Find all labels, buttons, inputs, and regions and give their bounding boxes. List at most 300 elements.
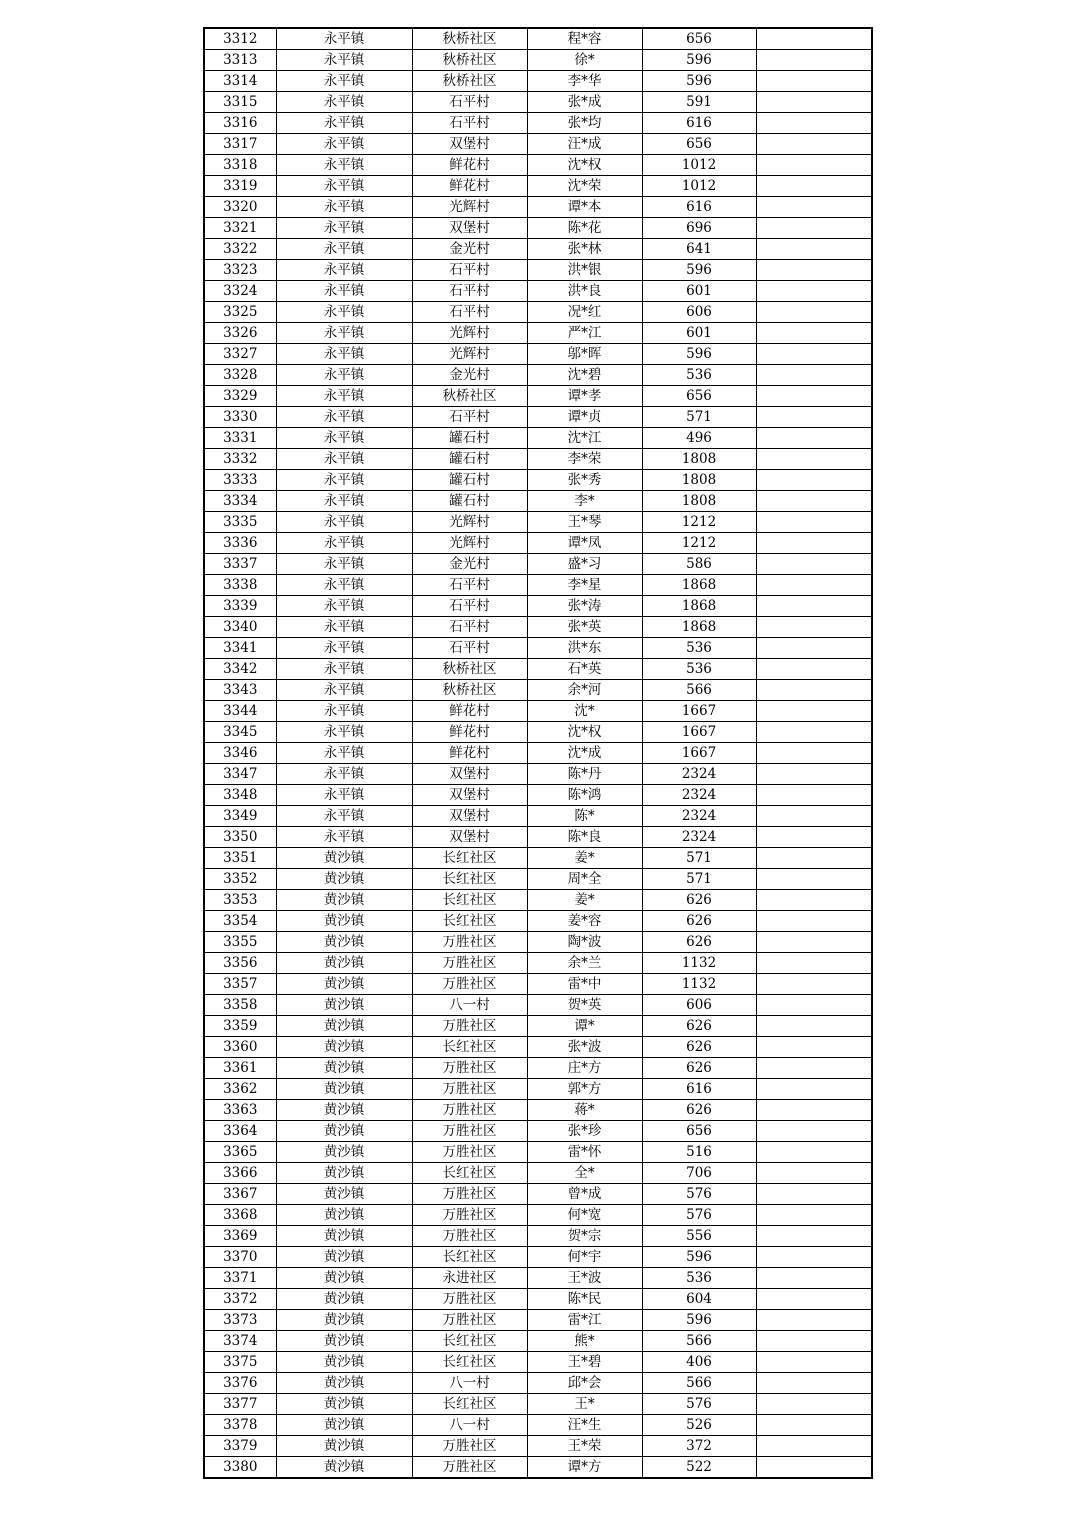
row-number-cell: 3327 [204,344,276,365]
table-row [204,974,872,995]
remarks-cell [756,1079,872,1100]
table-row [204,1163,872,1184]
village-cell: 秋桥社区 [412,28,527,50]
table-row [204,1016,872,1037]
row-number-cell: 3379 [204,1436,276,1457]
remarks-cell [756,533,872,554]
table-row [204,449,872,470]
village-cell: 石平村 [412,617,527,638]
name-cell: 周*全 [527,869,642,890]
town-cell: 黄沙镇 [276,1184,412,1205]
row-number-cell: 3335 [204,512,276,533]
amount-cell: 591 [642,92,756,113]
town-cell: 永平镇 [276,827,412,848]
town-cell: 永平镇 [276,806,412,827]
amount-cell: 596 [642,1247,756,1268]
town-cell: 黄沙镇 [276,932,412,953]
town-cell: 永平镇 [276,743,412,764]
town-cell: 黄沙镇 [276,869,412,890]
table-row [204,827,872,848]
row-number-cell: 3316 [204,113,276,134]
village-cell: 秋桥社区 [412,71,527,92]
name-cell: 李*荣 [527,449,642,470]
village-cell: 双堡村 [412,806,527,827]
row-number-cell: 3380 [204,1457,276,1479]
village-cell: 万胜社区 [412,953,527,974]
table-row [204,806,872,827]
remarks-cell [756,1310,872,1331]
remarks-cell [756,638,872,659]
town-cell: 黄沙镇 [276,1016,412,1037]
name-cell: 盛*习 [527,554,642,575]
row-number-cell: 3375 [204,1352,276,1373]
village-cell: 万胜社区 [412,1205,527,1226]
town-cell: 永平镇 [276,50,412,71]
table-row [204,575,872,596]
row-number-cell: 3341 [204,638,276,659]
amount-cell: 596 [642,50,756,71]
table-row [204,1331,872,1352]
row-number-cell: 3331 [204,428,276,449]
remarks-cell [756,491,872,512]
row-number-cell: 3325 [204,302,276,323]
name-cell: 贺*宗 [527,1226,642,1247]
table-row [204,890,872,911]
table-row [204,386,872,407]
row-number-cell: 3366 [204,1163,276,1184]
row-number-cell: 3314 [204,71,276,92]
village-cell: 万胜社区 [412,1121,527,1142]
table-row [204,470,872,491]
amount-cell: 616 [642,113,756,134]
name-cell: 张*涛 [527,596,642,617]
row-number-cell: 3351 [204,848,276,869]
table-row [204,617,872,638]
town-cell: 黄沙镇 [276,953,412,974]
name-cell: 李*星 [527,575,642,596]
table-body [204,28,872,1478]
village-cell: 八一村 [412,1415,527,1436]
row-number-cell: 3312 [204,28,276,50]
amount-cell: 616 [642,197,756,218]
name-cell: 沈*成 [527,743,642,764]
remarks-cell [756,1037,872,1058]
amount-cell: 1667 [642,701,756,722]
name-cell: 王*碧 [527,1352,642,1373]
village-cell: 石平村 [412,575,527,596]
amount-cell: 576 [642,1394,756,1415]
row-number-cell: 3334 [204,491,276,512]
village-cell: 石平村 [412,113,527,134]
village-cell: 金光村 [412,554,527,575]
amount-cell: 1132 [642,953,756,974]
amount-cell: 406 [642,1352,756,1373]
town-cell: 黄沙镇 [276,1310,412,1331]
name-cell: 邬*晖 [527,344,642,365]
town-cell: 黄沙镇 [276,1457,412,1479]
remarks-cell [756,1184,872,1205]
town-cell: 黄沙镇 [276,1121,412,1142]
amount-cell: 576 [642,1205,756,1226]
town-cell: 黄沙镇 [276,911,412,932]
table-row [204,1436,872,1457]
remarks-cell [756,113,872,134]
remarks-cell [756,890,872,911]
amount-cell: 566 [642,1373,756,1394]
row-number-cell: 3352 [204,869,276,890]
row-number-cell: 3342 [204,659,276,680]
amount-cell: 536 [642,1268,756,1289]
amount-cell: 2324 [642,827,756,848]
name-cell: 姜*容 [527,911,642,932]
remarks-cell [756,470,872,491]
remarks-cell [756,1289,872,1310]
row-number-cell: 3378 [204,1415,276,1436]
remarks-cell [756,71,872,92]
town-cell: 永平镇 [276,617,412,638]
table-row [204,1247,872,1268]
name-cell: 王* [527,1394,642,1415]
amount-cell: 641 [642,239,756,260]
table-row [204,134,872,155]
row-number-cell: 3376 [204,1373,276,1394]
amount-cell: 656 [642,1121,756,1142]
village-cell: 万胜社区 [412,1079,527,1100]
town-cell: 黄沙镇 [276,1415,412,1436]
village-cell: 金光村 [412,365,527,386]
amount-cell: 586 [642,554,756,575]
amount-cell: 601 [642,323,756,344]
name-cell: 陈*民 [527,1289,642,1310]
table-row [204,1457,872,1479]
village-cell: 双堡村 [412,827,527,848]
amount-cell: 1667 [642,743,756,764]
table-row [204,176,872,197]
town-cell: 永平镇 [276,155,412,176]
table-row [204,1373,872,1394]
village-cell: 鲜花村 [412,743,527,764]
village-cell: 长红社区 [412,1331,527,1352]
amount-cell: 496 [642,428,756,449]
name-cell: 洪*东 [527,638,642,659]
name-cell: 王*琴 [527,512,642,533]
village-cell: 光辉村 [412,323,527,344]
amount-cell: 571 [642,407,756,428]
name-cell: 郭*方 [527,1079,642,1100]
name-cell: 王*荣 [527,1436,642,1457]
town-cell: 永平镇 [276,323,412,344]
name-cell: 沈*权 [527,722,642,743]
name-cell: 陈* [527,806,642,827]
table-row [204,701,872,722]
table-row [204,302,872,323]
town-cell: 永平镇 [276,449,412,470]
town-cell: 永平镇 [276,722,412,743]
remarks-cell [756,953,872,974]
table-row [204,1142,872,1163]
remarks-cell [756,554,872,575]
village-cell: 万胜社区 [412,1100,527,1121]
town-cell: 永平镇 [276,554,412,575]
village-cell: 长红社区 [412,911,527,932]
amount-cell: 1212 [642,533,756,554]
town-cell: 黄沙镇 [276,1079,412,1100]
row-number-cell: 3348 [204,785,276,806]
village-cell: 长红社区 [412,1247,527,1268]
remarks-cell [756,281,872,302]
town-cell: 永平镇 [276,92,412,113]
town-cell: 永平镇 [276,533,412,554]
name-cell: 全* [527,1163,642,1184]
amount-cell: 566 [642,1331,756,1352]
amount-cell: 1012 [642,155,756,176]
row-number-cell: 3377 [204,1394,276,1415]
table-row [204,722,872,743]
name-cell: 徐* [527,50,642,71]
village-cell: 双堡村 [412,218,527,239]
remarks-cell [756,407,872,428]
village-cell: 石平村 [412,407,527,428]
table-row [204,1310,872,1331]
remarks-cell [756,449,872,470]
name-cell: 陶*波 [527,932,642,953]
name-cell: 沈*权 [527,155,642,176]
name-cell: 雷*怀 [527,1142,642,1163]
remarks-cell [756,1247,872,1268]
remarks-cell [756,1058,872,1079]
remarks-cell [756,386,872,407]
table-row [204,1394,872,1415]
village-cell: 罐石村 [412,491,527,512]
town-cell: 永平镇 [276,365,412,386]
table-row [204,512,872,533]
town-cell: 黄沙镇 [276,890,412,911]
row-number-cell: 3317 [204,134,276,155]
town-cell: 黄沙镇 [276,995,412,1016]
row-number-cell: 3337 [204,554,276,575]
amount-cell: 656 [642,134,756,155]
table-row [204,71,872,92]
table-row [204,1037,872,1058]
amount-cell: 1808 [642,491,756,512]
remarks-cell [756,1016,872,1037]
row-number-cell: 3374 [204,1331,276,1352]
town-cell: 永平镇 [276,218,412,239]
table-row [204,743,872,764]
amount-cell: 626 [642,932,756,953]
table-row [204,764,872,785]
amount-cell: 596 [642,344,756,365]
town-cell: 永平镇 [276,596,412,617]
village-cell: 光辉村 [412,197,527,218]
town-cell: 永平镇 [276,302,412,323]
town-cell: 永平镇 [276,197,412,218]
name-cell: 张*林 [527,239,642,260]
row-number-cell: 3345 [204,722,276,743]
village-cell: 长红社区 [412,890,527,911]
remarks-cell [756,1352,872,1373]
row-number-cell: 3360 [204,1037,276,1058]
town-cell: 永平镇 [276,344,412,365]
name-cell: 雷*江 [527,1310,642,1331]
name-cell: 谭*本 [527,197,642,218]
village-cell: 金光村 [412,239,527,260]
name-cell: 蒋* [527,1100,642,1121]
row-number-cell: 3324 [204,281,276,302]
remarks-cell [756,134,872,155]
village-cell: 长红社区 [412,848,527,869]
amount-cell: 576 [642,1184,756,1205]
town-cell: 黄沙镇 [276,1100,412,1121]
amount-cell: 1132 [642,974,756,995]
row-number-cell: 3326 [204,323,276,344]
row-number-cell: 3343 [204,680,276,701]
village-cell: 石平村 [412,92,527,113]
town-cell: 永平镇 [276,491,412,512]
village-cell: 八一村 [412,995,527,1016]
name-cell: 谭*方 [527,1457,642,1479]
amount-cell: 1012 [642,176,756,197]
village-cell: 石平村 [412,638,527,659]
name-cell: 陈*鸿 [527,785,642,806]
name-cell: 程*容 [527,28,642,50]
town-cell: 永平镇 [276,701,412,722]
table-row [204,28,872,50]
amount-cell: 1667 [642,722,756,743]
village-cell: 石平村 [412,260,527,281]
table-row [204,1268,872,1289]
amount-cell: 606 [642,995,756,1016]
village-cell: 长红社区 [412,1394,527,1415]
row-number-cell: 3328 [204,365,276,386]
village-cell: 八一村 [412,1373,527,1394]
row-number-cell: 3330 [204,407,276,428]
name-cell: 贺*英 [527,995,642,1016]
table-row [204,113,872,134]
name-cell: 汪*成 [527,134,642,155]
village-cell: 长红社区 [412,1037,527,1058]
name-cell: 李* [527,491,642,512]
amount-cell: 2324 [642,806,756,827]
table-row [204,92,872,113]
remarks-cell [756,1163,872,1184]
row-number-cell: 3350 [204,827,276,848]
village-cell: 鲜花村 [412,155,527,176]
name-cell: 谭*凤 [527,533,642,554]
amount-cell: 604 [642,1289,756,1310]
row-number-cell: 3322 [204,239,276,260]
village-cell: 万胜社区 [412,1457,527,1479]
row-number-cell: 3363 [204,1100,276,1121]
town-cell: 黄沙镇 [276,848,412,869]
table-row [204,995,872,1016]
name-cell: 余*河 [527,680,642,701]
table-row [204,344,872,365]
row-number-cell: 3356 [204,953,276,974]
table-row [204,50,872,71]
remarks-cell [756,50,872,71]
remarks-cell [756,1373,872,1394]
village-cell: 石平村 [412,281,527,302]
remarks-cell [756,1436,872,1457]
row-number-cell: 3340 [204,617,276,638]
amount-cell: 536 [642,638,756,659]
name-cell: 熊* [527,1331,642,1352]
remarks-cell [756,827,872,848]
row-number-cell: 3315 [204,92,276,113]
town-cell: 黄沙镇 [276,1163,412,1184]
village-cell: 秋桥社区 [412,659,527,680]
amount-cell: 526 [642,1415,756,1436]
remarks-cell [756,1415,872,1436]
amount-cell: 626 [642,1037,756,1058]
town-cell: 黄沙镇 [276,1247,412,1268]
row-number-cell: 3346 [204,743,276,764]
amount-cell: 2324 [642,785,756,806]
remarks-cell [756,1394,872,1415]
row-number-cell: 3318 [204,155,276,176]
row-number-cell: 3357 [204,974,276,995]
amount-cell: 696 [642,218,756,239]
table-row [204,239,872,260]
remarks-cell [756,239,872,260]
row-number-cell: 3344 [204,701,276,722]
row-number-cell: 3347 [204,764,276,785]
remarks-cell [756,512,872,533]
table-row [204,407,872,428]
row-number-cell: 3333 [204,470,276,491]
row-number-cell: 3338 [204,575,276,596]
name-cell: 余*兰 [527,953,642,974]
amount-cell: 1808 [642,470,756,491]
row-number-cell: 3349 [204,806,276,827]
row-number-cell: 3336 [204,533,276,554]
name-cell: 洪*银 [527,260,642,281]
table-row [204,659,872,680]
remarks-cell [756,743,872,764]
amount-cell: 536 [642,659,756,680]
amount-cell: 1868 [642,575,756,596]
village-cell: 双堡村 [412,785,527,806]
amount-cell: 626 [642,1016,756,1037]
row-number-cell: 3373 [204,1310,276,1331]
town-cell: 黄沙镇 [276,1037,412,1058]
village-cell: 光辉村 [412,533,527,554]
remarks-cell [756,260,872,281]
remarks-cell [756,344,872,365]
village-cell: 石平村 [412,302,527,323]
name-cell: 谭*贞 [527,407,642,428]
table-row [204,491,872,512]
town-cell: 永平镇 [276,575,412,596]
village-cell: 万胜社区 [412,932,527,953]
town-cell: 永平镇 [276,638,412,659]
table-row [204,365,872,386]
table-row [204,428,872,449]
town-cell: 永平镇 [276,71,412,92]
name-cell: 姜* [527,848,642,869]
table-row [204,533,872,554]
village-cell: 万胜社区 [412,1016,527,1037]
name-cell: 庄*方 [527,1058,642,1079]
amount-cell: 656 [642,386,756,407]
name-cell: 张*珍 [527,1121,642,1142]
table-row [204,218,872,239]
town-cell: 黄沙镇 [276,1352,412,1373]
remarks-cell [756,1331,872,1352]
name-cell: 邱*会 [527,1373,642,1394]
row-number-cell: 3358 [204,995,276,1016]
